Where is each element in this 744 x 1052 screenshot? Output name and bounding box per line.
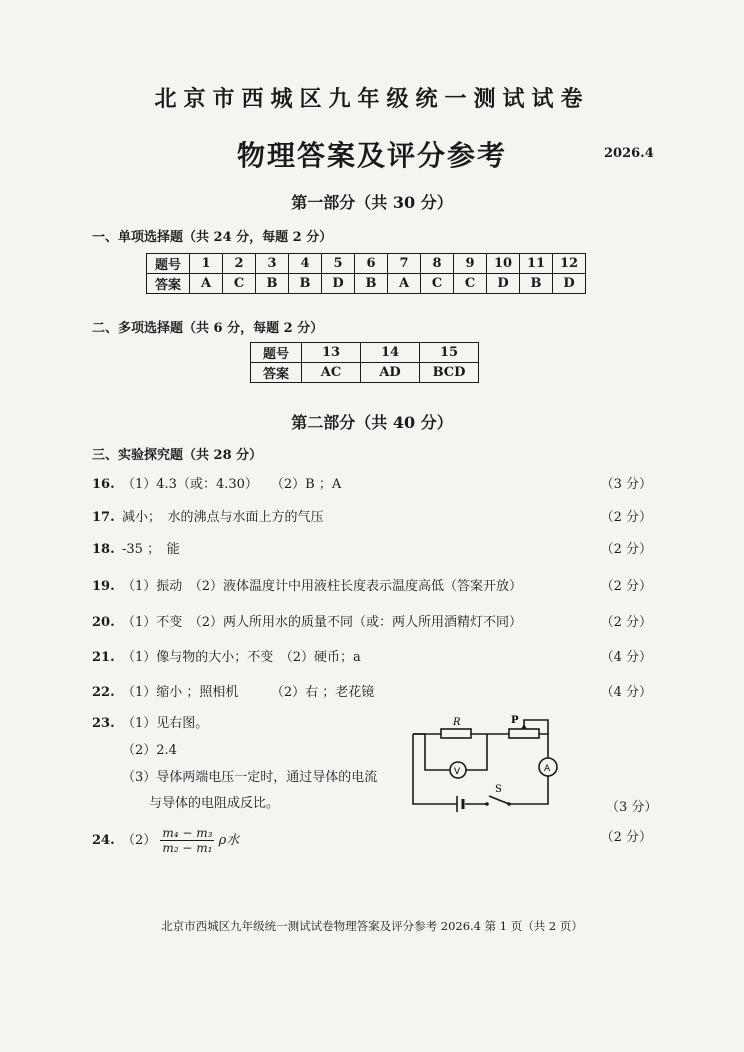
part-two-title: 第二部分（共 40 分）	[291, 413, 453, 432]
answer-row-20	[92, 611, 652, 630]
multi-choice-heading: 二、多项选择题（共 6 分，每题 2 分）	[92, 321, 324, 336]
table-row	[147, 254, 586, 274]
table-cell: 15	[420, 343, 479, 363]
table-cell: 12	[553, 254, 586, 274]
answer-text: （1）振动 （2）液体温度计中用液柱长度表示温度高低（答案开放）	[122, 579, 523, 594]
label-v: V	[454, 767, 461, 777]
table-cell: 11	[520, 254, 553, 274]
table-cell: BCD	[420, 363, 479, 383]
answer-text: （1）缩小 ；照相机 （2）右 ；老花镜	[122, 685, 375, 700]
table-cell: 题号	[147, 254, 190, 274]
single-choice-heading: 一、单项选择题（共 24 分，每题 2 分）	[92, 230, 333, 245]
label-a: A	[544, 764, 551, 774]
page-footer: 北京市西城区九年级统一测试试卷物理答案及评分参考 2026.4 第 1 页（共 2 页）	[161, 919, 583, 933]
table-cell: A	[388, 274, 421, 294]
label-s: S	[495, 784, 502, 795]
table-cell: 答案	[147, 274, 190, 294]
formula-fraction	[160, 826, 214, 855]
table-cell: 13	[302, 343, 361, 363]
table-cell: AC	[302, 363, 361, 383]
answer-row-16	[92, 473, 652, 492]
table-cell: AD	[361, 363, 420, 383]
answer-row-22	[92, 681, 652, 700]
table-cell: C	[421, 274, 454, 294]
document-title: 物理答案及评分参考	[236, 139, 507, 172]
table-cell: 1	[190, 254, 223, 274]
answer-text: （3）导体两端电压一定时，通过导体的电流	[122, 770, 378, 785]
answer-row-18	[92, 538, 652, 557]
answer-text: （1）不变 （2）两人所用水的质量不同（或：两人所用酒精灯不同）	[122, 615, 523, 630]
circuit-diagram	[405, 712, 565, 812]
table-cell: D	[553, 274, 586, 294]
exam-title: 北京市西城区九年级统一测试试卷	[154, 86, 590, 112]
table-cell: 答案	[251, 363, 302, 383]
table-cell: 14	[361, 343, 420, 363]
answer-text: （1）像与物的大小；不变 （2）硬币；a	[122, 650, 361, 665]
formula-denominator: m₂ − m₁	[162, 841, 213, 855]
table-cell: 题号	[251, 343, 302, 363]
answer-text: （1）4.3（或：4.30） （2）B ；A	[122, 477, 342, 492]
question-number: 21.	[92, 650, 115, 665]
table-row	[251, 343, 479, 363]
part-one-title: 第一部分（共 30 分）	[291, 193, 453, 212]
score: （3 分）	[606, 800, 658, 815]
document-date: 2026.4	[604, 146, 654, 161]
answer-text: -35 ； 能	[122, 542, 180, 557]
table-cell: B	[355, 274, 388, 294]
multi-choice-table	[250, 342, 479, 383]
question-number: 18.	[92, 542, 115, 557]
answer-text: 与导体的电阻成反比。	[149, 796, 280, 811]
answer-row-17	[92, 506, 652, 525]
table-cell: A	[190, 274, 223, 294]
label-p: P	[511, 715, 519, 726]
answer-row-21	[92, 646, 652, 665]
score: （2 分）	[600, 579, 652, 594]
table-cell: C	[454, 274, 487, 294]
table-cell: B	[520, 274, 553, 294]
formula-numerator: m₄ − m₃	[162, 826, 213, 840]
question-number: 19.	[92, 579, 115, 594]
switch-s	[489, 796, 509, 804]
table-cell: D	[487, 274, 520, 294]
table-cell: 2	[223, 254, 256, 274]
question-number: 16.	[92, 477, 115, 492]
answer-text: 减小； 水的沸点与水面上方的气压	[122, 510, 324, 525]
score: （2 分）	[600, 830, 652, 845]
question-number: 23.	[92, 716, 115, 731]
table-cell: B	[289, 274, 322, 294]
table-cell: 10	[487, 254, 520, 274]
rheostat	[509, 729, 539, 738]
answer-row-19	[92, 575, 652, 594]
table-cell: 8	[421, 254, 454, 274]
table-cell: 9	[454, 254, 487, 274]
score: （4 分）	[600, 685, 652, 700]
answer-text: （1）见右图。	[122, 716, 209, 731]
table-cell: 3	[256, 254, 289, 274]
formula-rho: ρ水	[218, 833, 240, 848]
resistor-r	[441, 729, 471, 738]
experiment-heading: 三、实验探究题（共 28 分）	[92, 448, 263, 463]
answer-text: （2）2.4	[122, 743, 177, 758]
score: （2 分）	[600, 615, 652, 630]
question-number: 20.	[92, 615, 115, 630]
table-cell: D	[322, 274, 355, 294]
table-row	[251, 363, 479, 383]
table-cell: 5	[322, 254, 355, 274]
table-cell: B	[256, 274, 289, 294]
table-cell: 6	[355, 254, 388, 274]
single-choice-table	[146, 253, 586, 294]
score: （2 分）	[600, 510, 652, 525]
table-cell: 4	[289, 254, 322, 274]
table-cell: C	[223, 274, 256, 294]
table-cell: 7	[388, 254, 421, 274]
question-number: 17.	[92, 510, 115, 525]
answer-row-24	[92, 826, 652, 855]
label-r: R	[453, 717, 461, 728]
table-row	[147, 274, 586, 294]
answer-prefix: （2）	[122, 833, 157, 848]
question-number: 22.	[92, 685, 115, 700]
score: （4 分）	[600, 650, 652, 665]
score: （2 分）	[600, 542, 652, 557]
score: （3 分）	[600, 477, 652, 492]
question-number: 24.	[92, 833, 115, 848]
